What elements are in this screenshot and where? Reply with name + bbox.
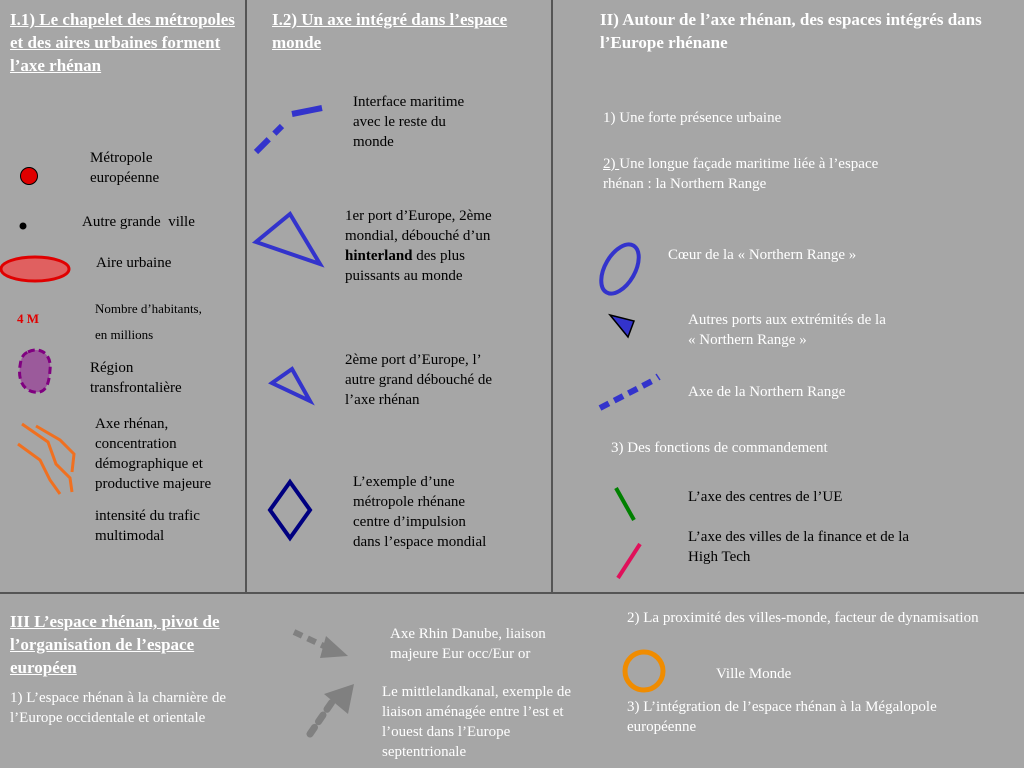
legend-autre-ville: Autre grande ville bbox=[82, 214, 195, 230]
metropole-icon bbox=[19, 166, 39, 186]
section4-title: III L’espace rhénan, pivot de l’organisation de l’espace européen bbox=[10, 612, 220, 677]
urban-area-icon bbox=[0, 255, 74, 285]
legend-axe-finance: L’axe des villes de la finance et de la High Tech bbox=[688, 529, 910, 565]
region-icon bbox=[16, 346, 56, 398]
legend-axe-rhenan: Axe rhénan, concentration démographique et productive majeure bbox=[95, 416, 212, 492]
legend-port1: 1er port d’Europe, 2ème mondial, débouché d’un hinterland des plus puissants au monde bbox=[345, 208, 492, 284]
section2-title: I.2) Un axe intégré dans l’espace monde bbox=[272, 10, 508, 52]
legend-rhin-danube: Axe Rhin Danube, liaison majeure Eur occ/Eur or bbox=[390, 626, 546, 662]
legend-trafic: intensité du trafic multimodal bbox=[95, 508, 200, 544]
legend-axe-nr: Axe de la Northern Range bbox=[688, 384, 846, 400]
rhine-metropolis-icon bbox=[266, 478, 314, 542]
northern-range-axis-icon bbox=[596, 370, 666, 414]
world-city-ring-icon bbox=[619, 647, 669, 695]
rhine-axis-icon bbox=[14, 420, 76, 496]
city-dot-icon bbox=[18, 221, 28, 231]
main-port-icon bbox=[252, 210, 324, 270]
legend-metropole-rhenane: L’exemple d’une métropole rhénane centre d’impulsion dans l’espace mondial bbox=[353, 474, 487, 550]
sub3-megalopole: 3) L’intégration de l’espace rhénan à la Mégalopole européenne bbox=[627, 699, 937, 735]
legend-mittelland: Le mittlelandkanal, exemple de liaison aménagée entre l’est et l’ouest dans l’Europe septentrionale bbox=[382, 684, 572, 760]
legend-population-2: en millions bbox=[95, 327, 154, 342]
rhine-danube-arrow-icon bbox=[290, 626, 352, 662]
sub1-charniere: 1) L’espace rhénan à la charnière de l’Europe occidentale et orientale bbox=[10, 690, 226, 726]
divider-col2 bbox=[551, 0, 553, 593]
divider-col1 bbox=[245, 0, 247, 593]
population-label: 4 M bbox=[17, 311, 40, 326]
legend-aire-urbaine: Aire urbaine bbox=[96, 255, 172, 271]
section3-title: II) Autour de l’axe rhénan, des espaces intégrés dans l’Europe rhénane bbox=[600, 10, 982, 52]
sub2-facade: 2) Une longue façade maritime liée à l’espace rhénan : la Northern Range bbox=[603, 156, 879, 192]
legend-autres-ports: Autres ports aux extrémités de la « Northern Range » bbox=[688, 312, 886, 348]
legend-ville-monde: Ville Monde bbox=[716, 666, 792, 682]
eu-axis-icon bbox=[612, 484, 638, 524]
legend-port2: 2ème port d’Europe, l’ autre grand débouché de l’axe rhénan bbox=[345, 352, 493, 408]
legend-metropole: Métropole européenne bbox=[90, 150, 160, 186]
legend-region: Région transfrontalière bbox=[90, 360, 182, 396]
section1-title: I.1) Le chapelet des métropoles et des aires urbaines forment l’axe rhénan bbox=[10, 10, 235, 75]
legend-population-1: Nombre d’habitants, bbox=[95, 301, 202, 316]
legend-axe-ue: L’axe des centres de l’UE bbox=[688, 489, 843, 505]
divider-row bbox=[0, 592, 1024, 594]
sub3-commandement: 3) Des fonctions de commandement bbox=[611, 440, 828, 456]
maritime-interface-icon bbox=[248, 100, 328, 160]
sub1-urban: 1) Une forte présence urbaine bbox=[603, 110, 782, 126]
mittelland-arrow-icon bbox=[302, 680, 358, 740]
finance-axis-icon bbox=[614, 540, 644, 582]
legend-interface: Interface maritime avec le reste du monde bbox=[353, 94, 465, 150]
other-ports-icon bbox=[606, 311, 636, 339]
sub2-villes-monde: 2) La proximité des villes-monde, facteur de dynamisation bbox=[627, 610, 979, 626]
northern-range-core-icon bbox=[594, 238, 646, 300]
second-port-icon bbox=[268, 365, 316, 405]
legend-coeur: Cœur de la « Northern Range » bbox=[668, 247, 857, 263]
